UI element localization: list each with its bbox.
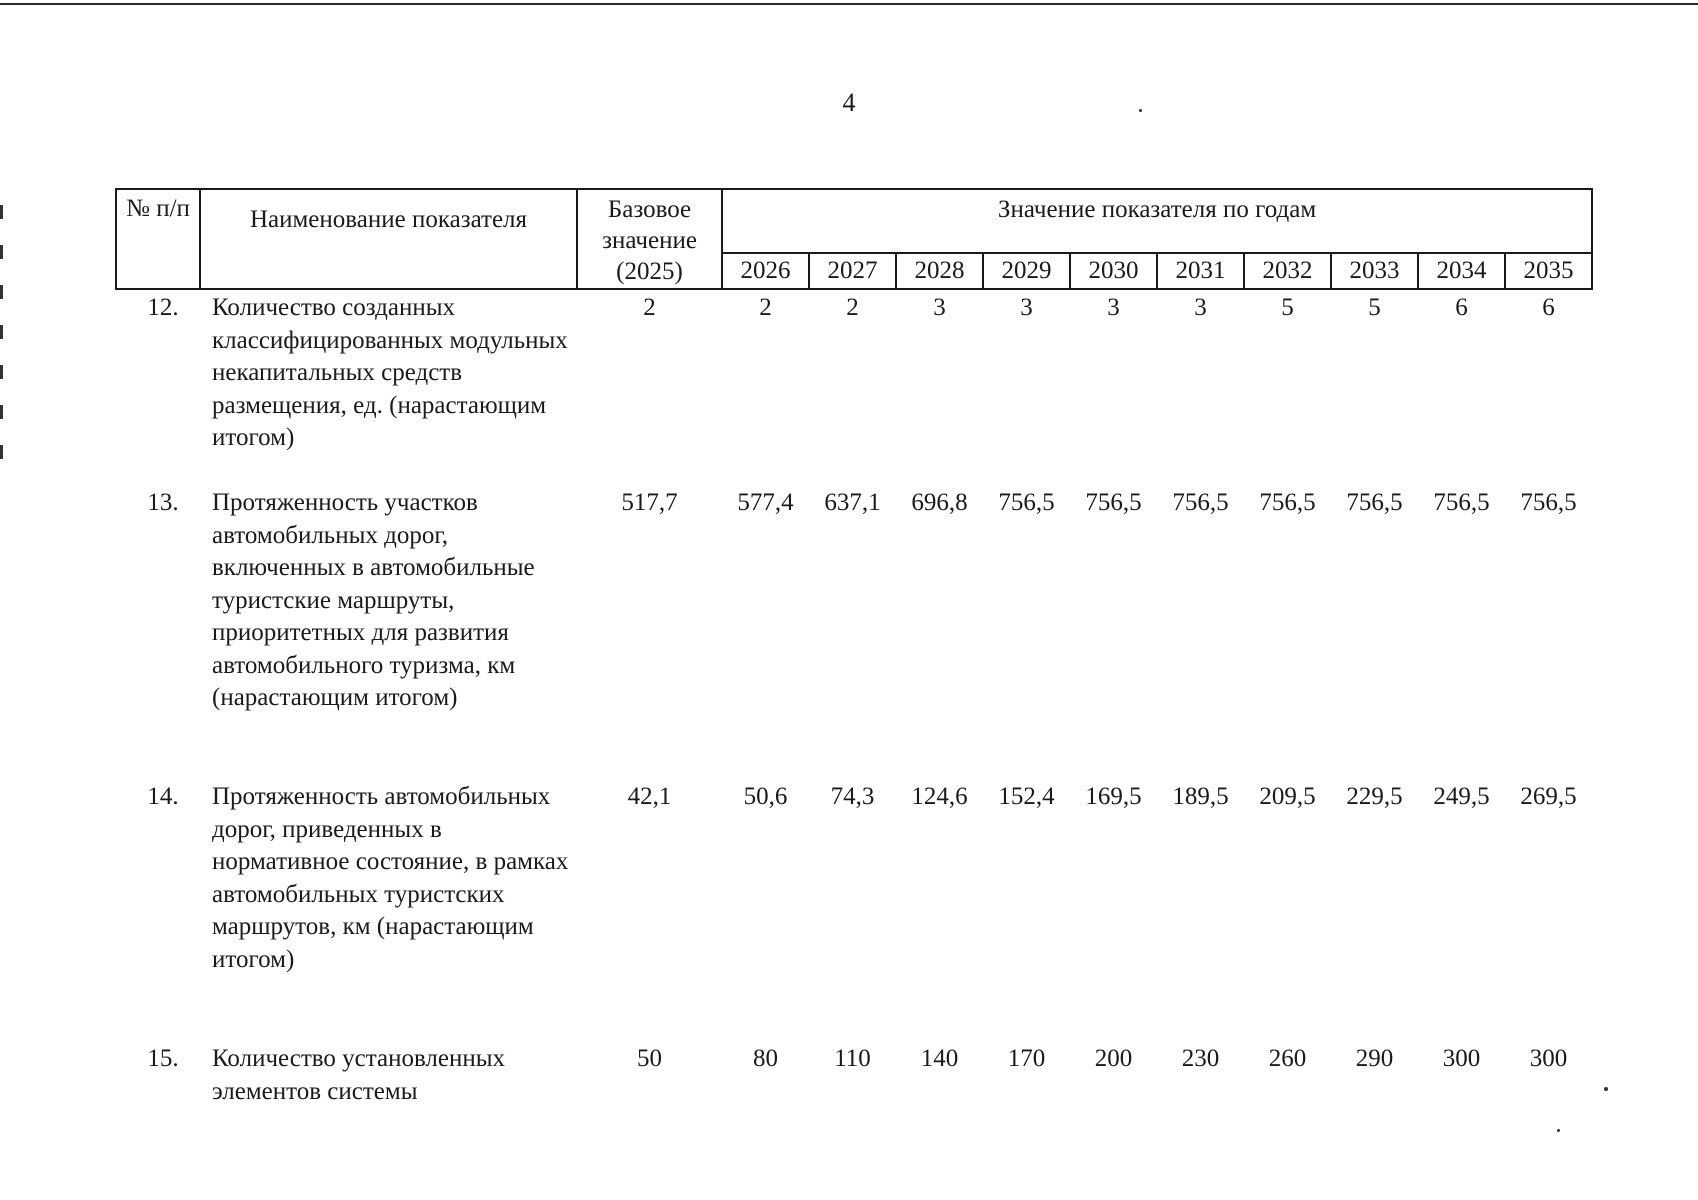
year-value: 6 (1455, 294, 1468, 321)
year-value: 209,5 (1259, 783, 1316, 810)
indicator-name: Протяженность участков автомобильных дорог, включенных в автомобильные туристские маршруты, приоритетных для развития автомобильного туризма, км (нарастающим итогом) (212, 489, 535, 711)
header-year: 2029 (983, 253, 1070, 289)
year-value: 3 (1020, 294, 1033, 321)
year-value: 3 (1107, 294, 1120, 321)
row-number: 14. (147, 783, 179, 810)
year-value: 152,4 (998, 783, 1055, 810)
year-value: 50,6 (743, 783, 788, 810)
header-year: 2030 (1070, 253, 1157, 289)
year-value: 3 (1194, 294, 1207, 321)
year-value: 2 (759, 294, 772, 321)
year-value: 124,6 (911, 783, 968, 810)
base-value: 50 (637, 1045, 662, 1072)
header-row-number: № п/п (116, 189, 200, 289)
row-number: 12. (147, 294, 179, 321)
year-value: 300 (1442, 1045, 1481, 1072)
year-value: 577,4 (737, 489, 794, 516)
header-year: 2031 (1157, 253, 1244, 289)
header-indicator-name: Наименование показателя (200, 189, 577, 289)
year-value: 189,5 (1172, 783, 1229, 810)
indicator-name: Количество созданных классифицированных модульных некапитальных средств размещения, ед. (нарастающим итогом) (212, 294, 568, 451)
year-value: 249,5 (1433, 783, 1490, 810)
year-value: 756,5 (1520, 489, 1577, 516)
year-value: 756,5 (1172, 489, 1229, 516)
year-value: 5 (1281, 294, 1294, 321)
table-row (116, 485, 1592, 779)
year-value: 200 (1094, 1045, 1133, 1072)
year-value: 169,5 (1085, 783, 1142, 810)
year-value: 140 (920, 1045, 959, 1072)
header-year: 2032 (1244, 253, 1331, 289)
year-value: 756,5 (1346, 489, 1403, 516)
base-value: 42,1 (627, 783, 672, 810)
scan-edge-line (0, 3, 1698, 5)
header-base-value: Базовое значение (2025) (577, 189, 722, 289)
year-value: 637,1 (824, 489, 881, 516)
header-year: 2034 (1418, 253, 1505, 289)
row-number: 13. (147, 489, 179, 516)
year-value: 110 (834, 1045, 871, 1072)
year-value: 756,5 (1085, 489, 1142, 516)
year-value: 756,5 (1259, 489, 1316, 516)
year-value: 269,5 (1520, 783, 1577, 810)
row-number: 15. (147, 1045, 179, 1072)
indicators-table (115, 188, 1593, 1123)
header-year: 2035 (1505, 253, 1592, 289)
year-value: 300 (1529, 1045, 1568, 1072)
base-value: 2 (643, 294, 656, 321)
indicator-name: Количество установленных элементов системы (212, 1045, 506, 1105)
header-year: 2026 (722, 253, 809, 289)
header-year: 2027 (809, 253, 896, 289)
scan-margin-marks (0, 205, 3, 465)
year-value: 74,3 (830, 783, 875, 810)
year-value: 230 (1181, 1045, 1220, 1072)
year-value: 3 (933, 294, 946, 321)
table-row (116, 289, 1592, 485)
scan-speck (1604, 1087, 1608, 1091)
year-value: 5 (1368, 294, 1381, 321)
year-value: 6 (1542, 294, 1555, 321)
year-value: 170 (1007, 1045, 1046, 1072)
year-value: 2 (846, 294, 859, 321)
base-value: 517,7 (621, 489, 678, 516)
year-value: 260 (1268, 1045, 1307, 1072)
year-value: 229,5 (1346, 783, 1403, 810)
year-value: 756,5 (998, 489, 1055, 516)
page-number: 4 (842, 88, 856, 117)
year-value: 756,5 (1433, 489, 1490, 516)
table-row (116, 779, 1592, 1041)
indicator-name: Протяженность автомобильных дорог, приведенных в нормативное состояние, в рамках автомобильных туристских маршрутов, км (нарастающим итогом) (212, 783, 569, 973)
year-value: 80 (753, 1045, 778, 1072)
scan-speck (1557, 1129, 1560, 1132)
table-row (116, 1041, 1592, 1123)
year-value: 290 (1355, 1045, 1394, 1072)
header-values-by-year: Значение показателя по годам (722, 189, 1592, 253)
header-year: 2033 (1331, 253, 1418, 289)
year-value: 696,8 (911, 489, 968, 516)
header-year: 2028 (896, 253, 983, 289)
